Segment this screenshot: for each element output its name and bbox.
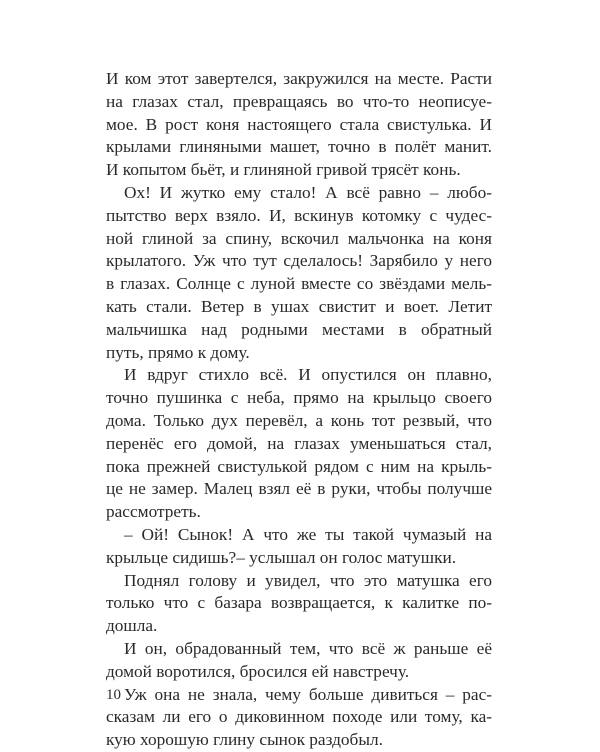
- text-line: Ох! И жутко ему стало! А всё равно – любо-: [124, 182, 492, 202]
- text-line: пытство верх взяло. И, вскинув котомку с чудес-: [106, 205, 492, 225]
- text-line: крылатого. Уж что тут сделалось! Зарябило у него: [106, 251, 492, 271]
- text-line: И ком этот завертелся, закружился на месте. Расти: [106, 69, 492, 88]
- text-line: И вдруг стихло всё. И опустился он плавно,: [124, 365, 492, 385]
- text-line: путь, прямо к дому.: [106, 342, 250, 362]
- text-line: в глазах. Солнце с луной вместе со звёздами мель-: [106, 274, 492, 294]
- text-line: точно пушинка с неба, прямо на крыльцо своего: [106, 388, 492, 408]
- text-line: кую хорошую глину сынок раздобыл.: [106, 730, 383, 750]
- text-line: Поднял голову и увидел, что это матушка его: [124, 570, 492, 590]
- text-line: мое. В рост коня настоящего стала свистулька. И: [106, 114, 492, 134]
- text-line: мальчишка над родными местами в обратный: [106, 319, 492, 339]
- text-line: на глазах стал, превращаясь во что-то неописуе-: [106, 91, 492, 111]
- text-line: только что с базара возвращается, к калитке по-: [106, 593, 492, 613]
- text-line: дома. Только дух перевёл, а конь тот резвый, что: [106, 410, 492, 430]
- text-line: И копытом бьёт, и глиняной гривой трясёт конь.: [106, 160, 461, 180]
- text-line: – Ой! Сынок! А что же ты такой чумазый на: [124, 524, 492, 544]
- text-line: рассмотреть.: [106, 502, 201, 522]
- text-line: пока прежней свистулькой рядом с ним на крыль-: [106, 456, 492, 476]
- body-text: [106, 68, 492, 752]
- text-line: перенёс его домой, на глазах уменьшаться стал,: [106, 433, 492, 453]
- text-line: домой воротился, бросился ей навстречу.: [106, 661, 410, 681]
- text-line: крылами глиняными машет, точно в полёт манит.: [106, 137, 492, 157]
- text-line: крыльце сидишь?– услышал он голос матушки.: [106, 547, 457, 567]
- text-line: кать стали. Ветер в ушах свистит и воет. Летит: [106, 296, 492, 316]
- page-number: 10: [106, 687, 121, 703]
- text-line: Уж она не знала, чему больше дивиться – рас-: [124, 684, 492, 704]
- text-line: И он, обрадованный тем, что всё ж раньше её: [124, 638, 492, 658]
- text-line: сказам ли его о диковинном походе или тому, ка-: [106, 707, 492, 727]
- text-line: ной глиной за спину, вскочил мальчонка на коня: [106, 228, 492, 248]
- text-line: це не замер. Малец взял её в руки, чтобы получше: [106, 479, 492, 499]
- text-line: дошла.: [106, 616, 158, 636]
